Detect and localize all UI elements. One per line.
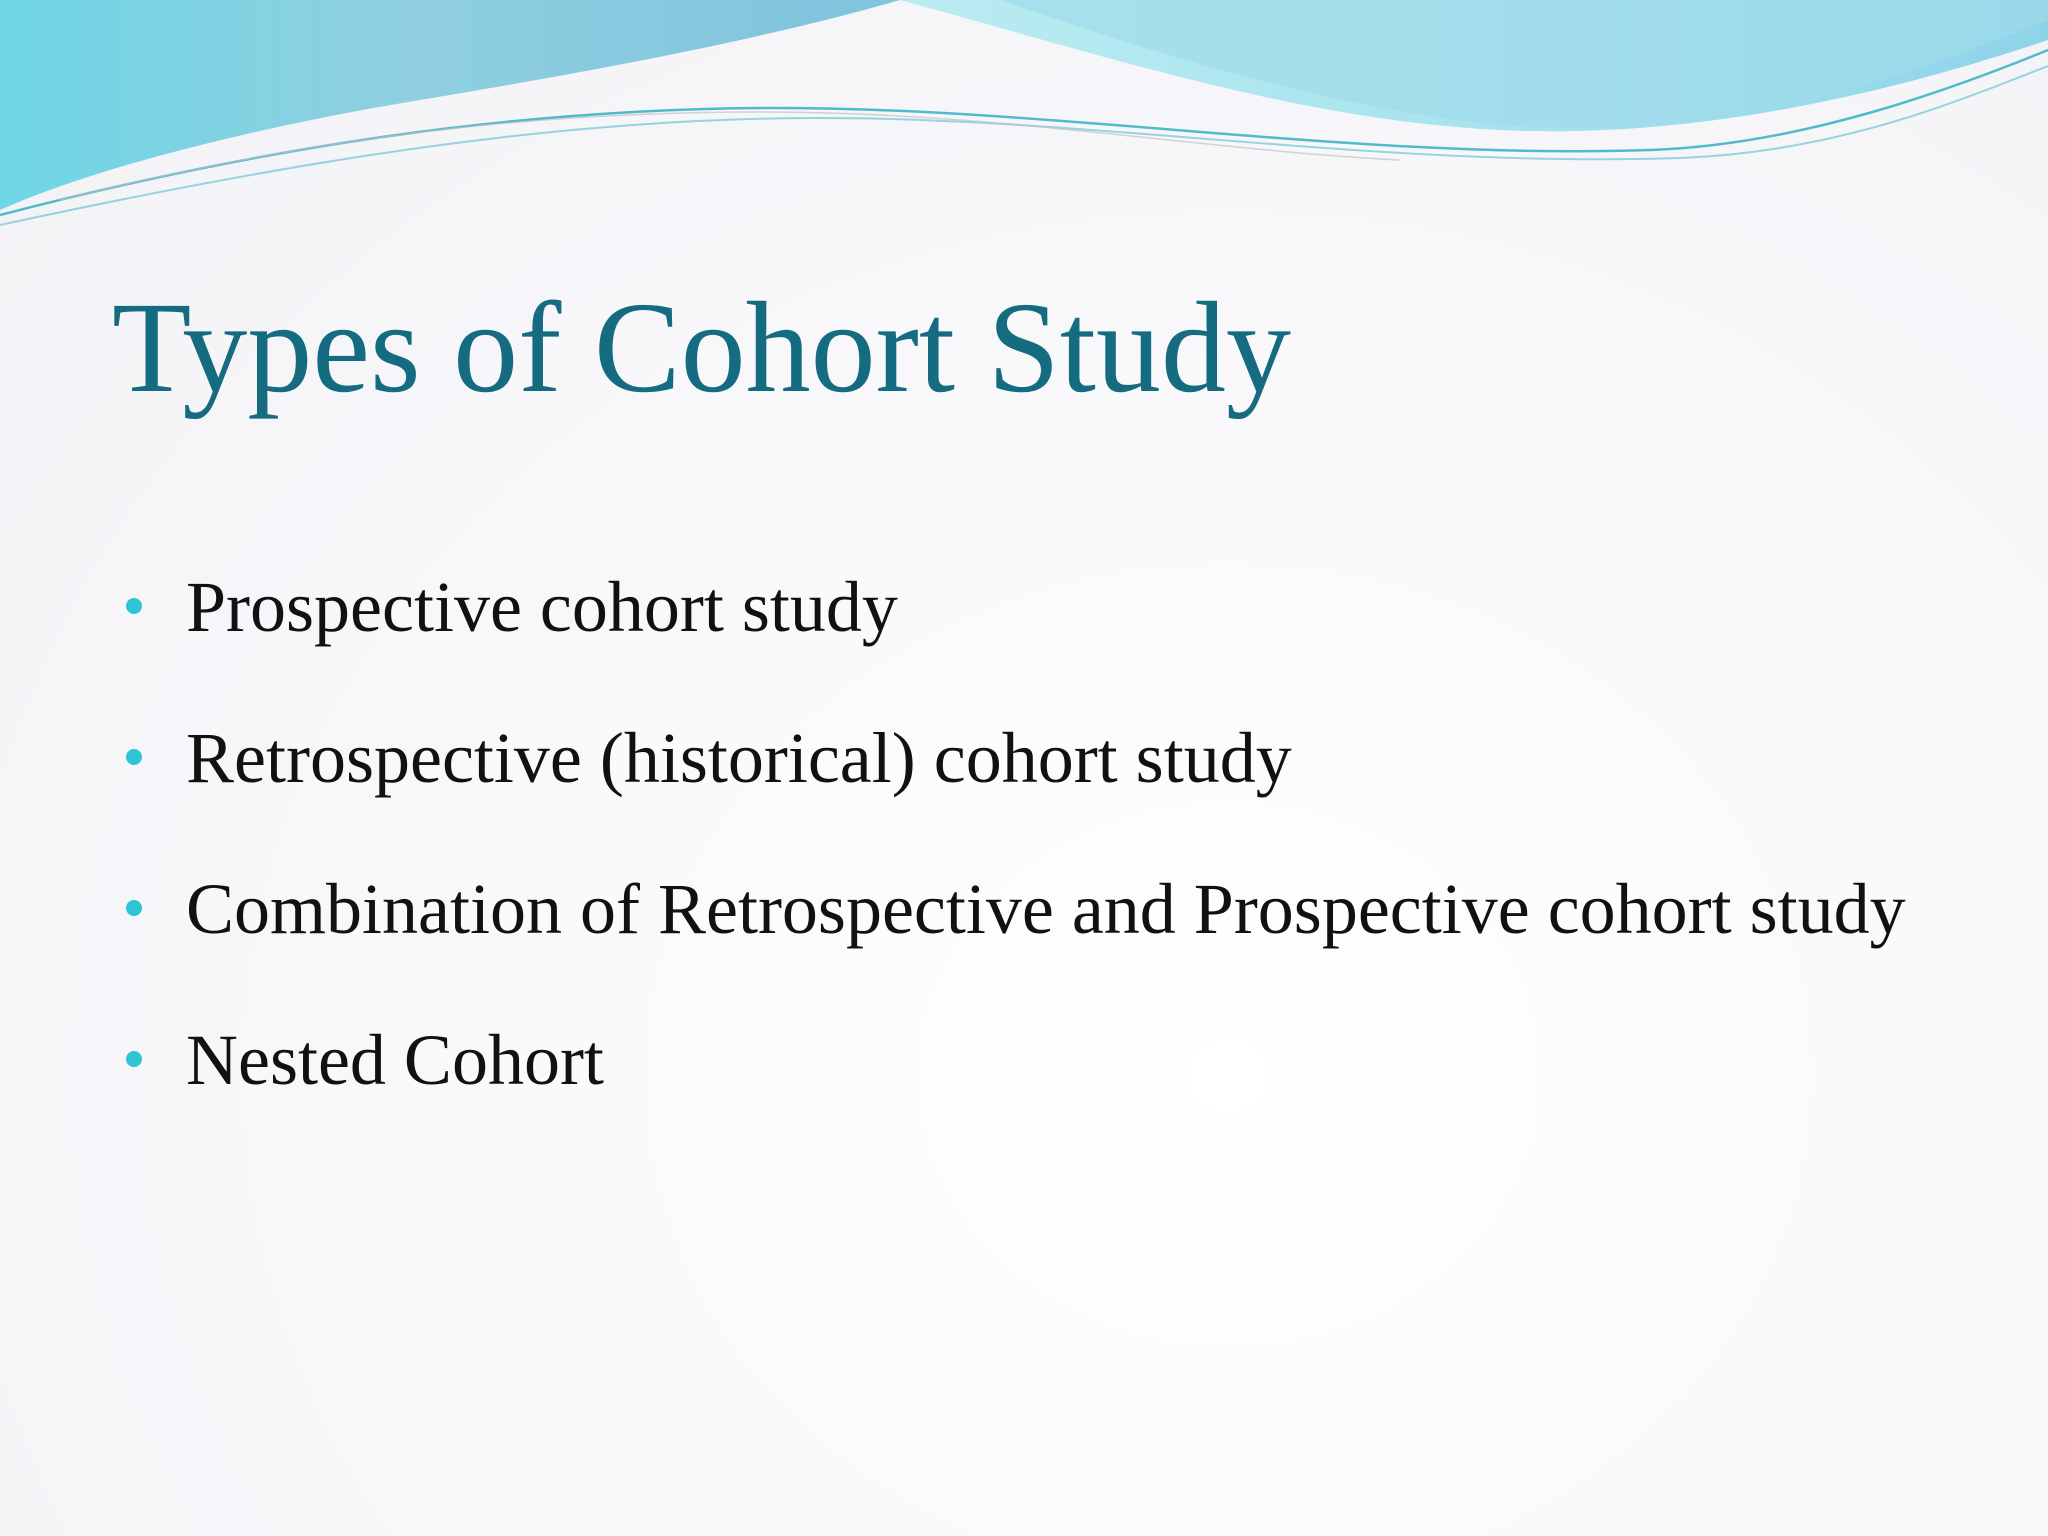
bullet-text: Prospective cohort study xyxy=(186,567,898,647)
bullet-list xyxy=(120,540,1940,1144)
bullet-dot-icon xyxy=(126,749,142,765)
bullet-dot-icon xyxy=(126,598,142,614)
slide-title: Types of Cohort Study xyxy=(112,276,1291,420)
bullet-dot-icon xyxy=(126,900,142,916)
bullet-text: Retrospective (historical) cohort study xyxy=(186,718,1292,798)
list-item xyxy=(120,842,1940,977)
list-item xyxy=(120,993,1940,1128)
decorative-wave-header xyxy=(0,0,2048,240)
list-item xyxy=(120,691,1940,826)
list-item xyxy=(120,540,1940,675)
bullet-text: Combination of Retrospective and Prospective cohort study xyxy=(186,869,1906,949)
bullet-dot-icon xyxy=(126,1051,142,1067)
bullet-text: Nested Cohort xyxy=(186,1020,604,1100)
